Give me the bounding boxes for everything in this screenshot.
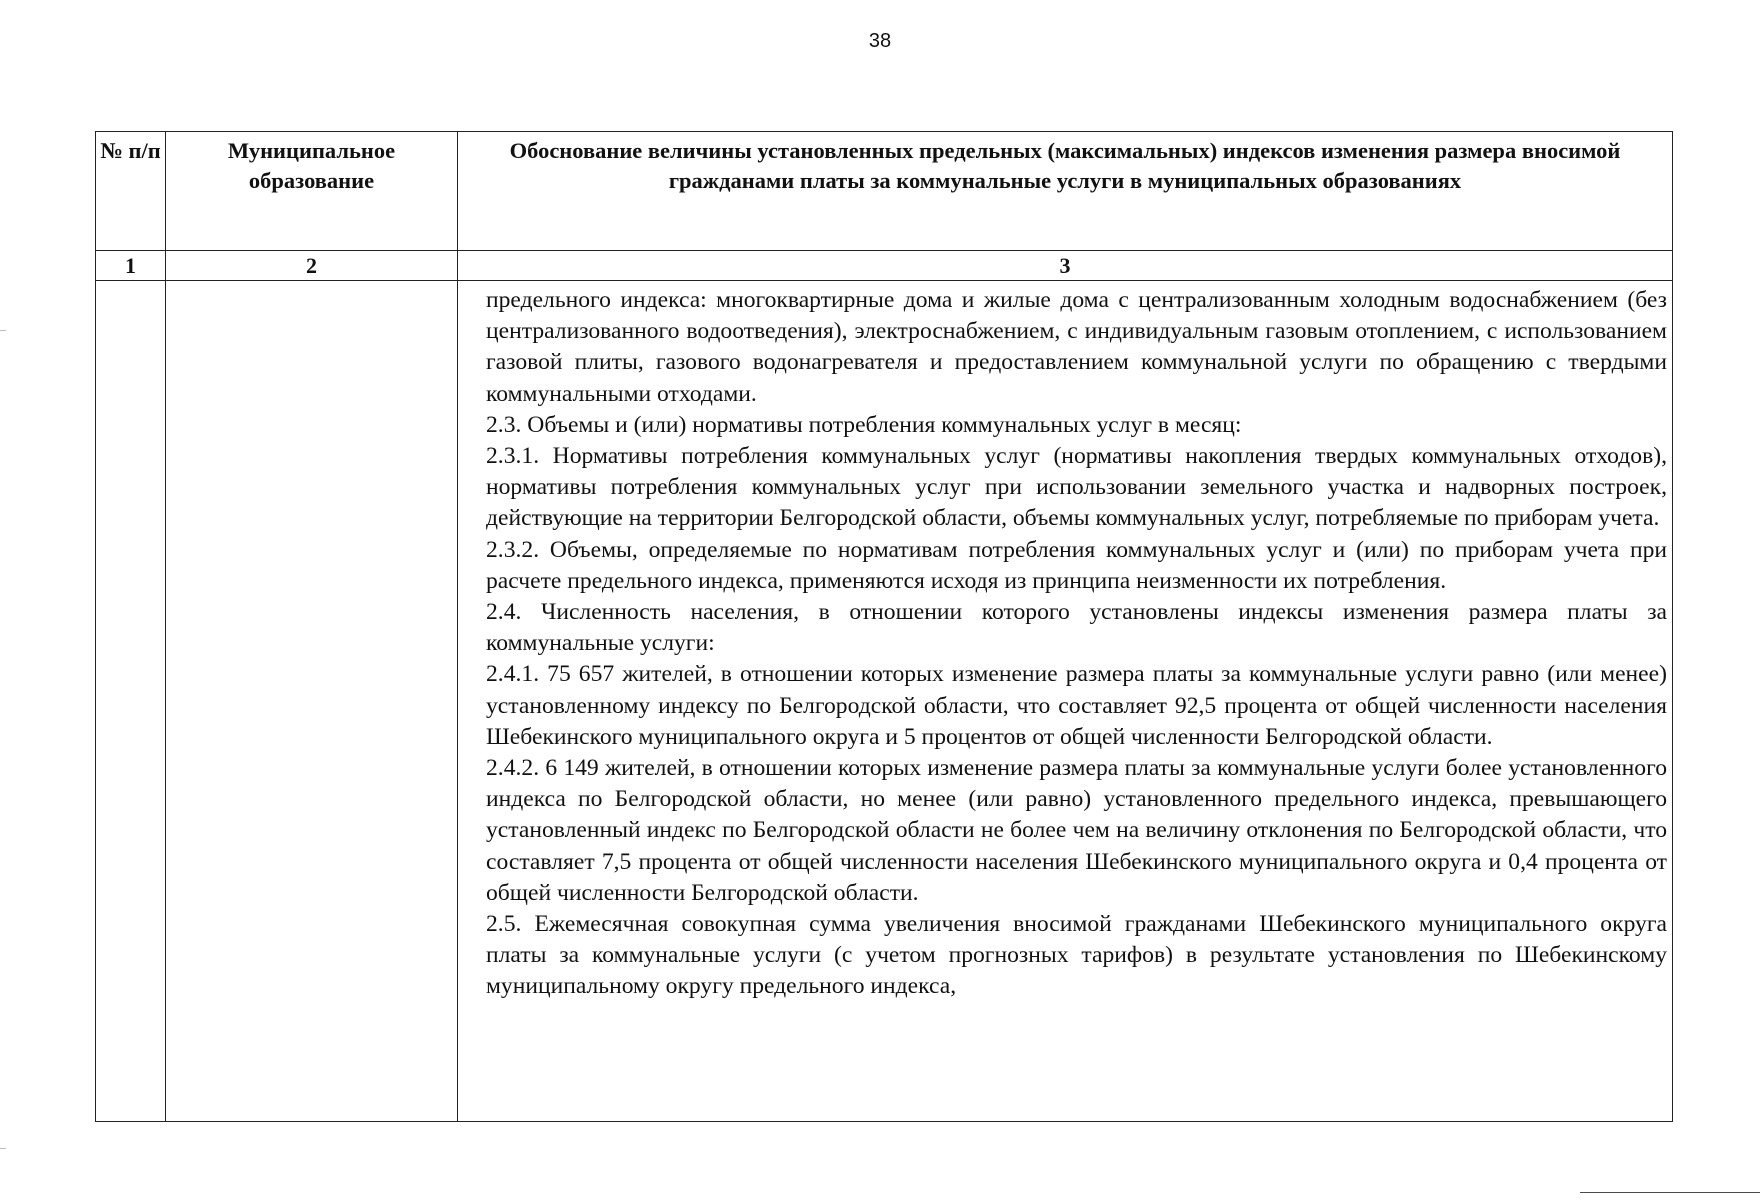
paragraph-2-3: 2.3. Объемы и (или) нормативы потребления коммунальных услуг в месяц: — [486, 411, 1242, 438]
column-number-row — [96, 251, 1673, 281]
column-number-2: 2 — [166, 251, 458, 281]
cell-row-number — [96, 281, 166, 1122]
table-row — [96, 281, 1673, 1122]
scan-edge-line — [1580, 1192, 1760, 1193]
column-number-1: 1 — [96, 251, 166, 281]
paragraph-2-5: 2.5. Ежемесячная совокупная сумма увеличения вносимой гражданами Шебекинского муниципального округа платы за коммунальные услуги (с учетом прогнозных тарифов) в результате установления по Шебекинскому муниципальному округу предельного индекса, — [486, 911, 1667, 1000]
cell-municipality — [166, 281, 458, 1122]
paragraph-2-3-2: 2.3.2. Объемы, определяемые по нормативам потребления коммунальных услуг и (или) по приборам учета при расчете предельного индекса, применяются исходя из принципа неизменности их потребления. — [486, 536, 1667, 594]
scan-margin-mark — [0, 1148, 6, 1149]
header-municipality: Муниципальное образование — [166, 132, 458, 251]
table-header-row — [96, 132, 1673, 251]
paragraph-2-3-1: 2.3.1. Нормативы потребления коммунальных услуг (нормативы накопления твердых коммунальных отходов), нормативы потребления коммунальных услуг при использовании земельного участка и надворных построек, действующие на территории Белгородской области, объемы коммунальных услуг, потребляемые по приборам учета. — [486, 443, 1667, 532]
page-number: 38 — [868, 30, 892, 52]
scan-margin-mark — [0, 330, 6, 331]
header-justification: Обоснование величины установленных предельных (максимальных) индексов изменения размера вносимой гражданами платы за коммунальные услуги в муниципальных образованиях — [458, 132, 1673, 251]
paragraph-continuation: предельного индекса: многоквартирные дома и жилые дома с централизованным холодным водоснабжением (без централизованного водоотведения), электроснабжением, с индивидуальным газовым отоплением, с использованием газовой плиты, газового водонагревателя и предоставлением коммунальной услуги по обращению с твердыми коммунальными отходами. — [486, 287, 1667, 407]
justification-text — [458, 281, 1672, 1003]
header-row-number: № п/п — [96, 132, 166, 251]
paragraph-2-4-2: 2.4.2. 6 149 жителей, в отношении которых изменение размера платы за коммунальные услуги более установленного индекса по Белгородской области, но менее (или равно) установленного предельного индекса, превышающего установленный индекс по Белгородской области не более чем на величину отклонения по Белгородской области, что составляет 7,5 процента от общей численности населения Шебекинского муниципального округа и 0,4 процента от общей численности Белгородской области. — [486, 755, 1667, 906]
tariff-index-table — [95, 131, 1673, 1122]
cell-justification — [458, 281, 1673, 1122]
paragraph-2-4: 2.4. Численность населения, в отношении которого установлены индексы изменения размера платы за коммунальные услуги: — [486, 599, 1667, 657]
paragraph-2-4-1: 2.4.1. 75 657 жителей, в отношении которых изменение размера платы за коммунальные услуги равно (или менее) установленному индексу по Белгородской области, что составляет 92,5 процента от общей численности населения Шебекинского муниципального округа и 5 процентов от общей численности Белгородской области. — [486, 661, 1667, 750]
column-number-3: 3 — [458, 251, 1673, 281]
